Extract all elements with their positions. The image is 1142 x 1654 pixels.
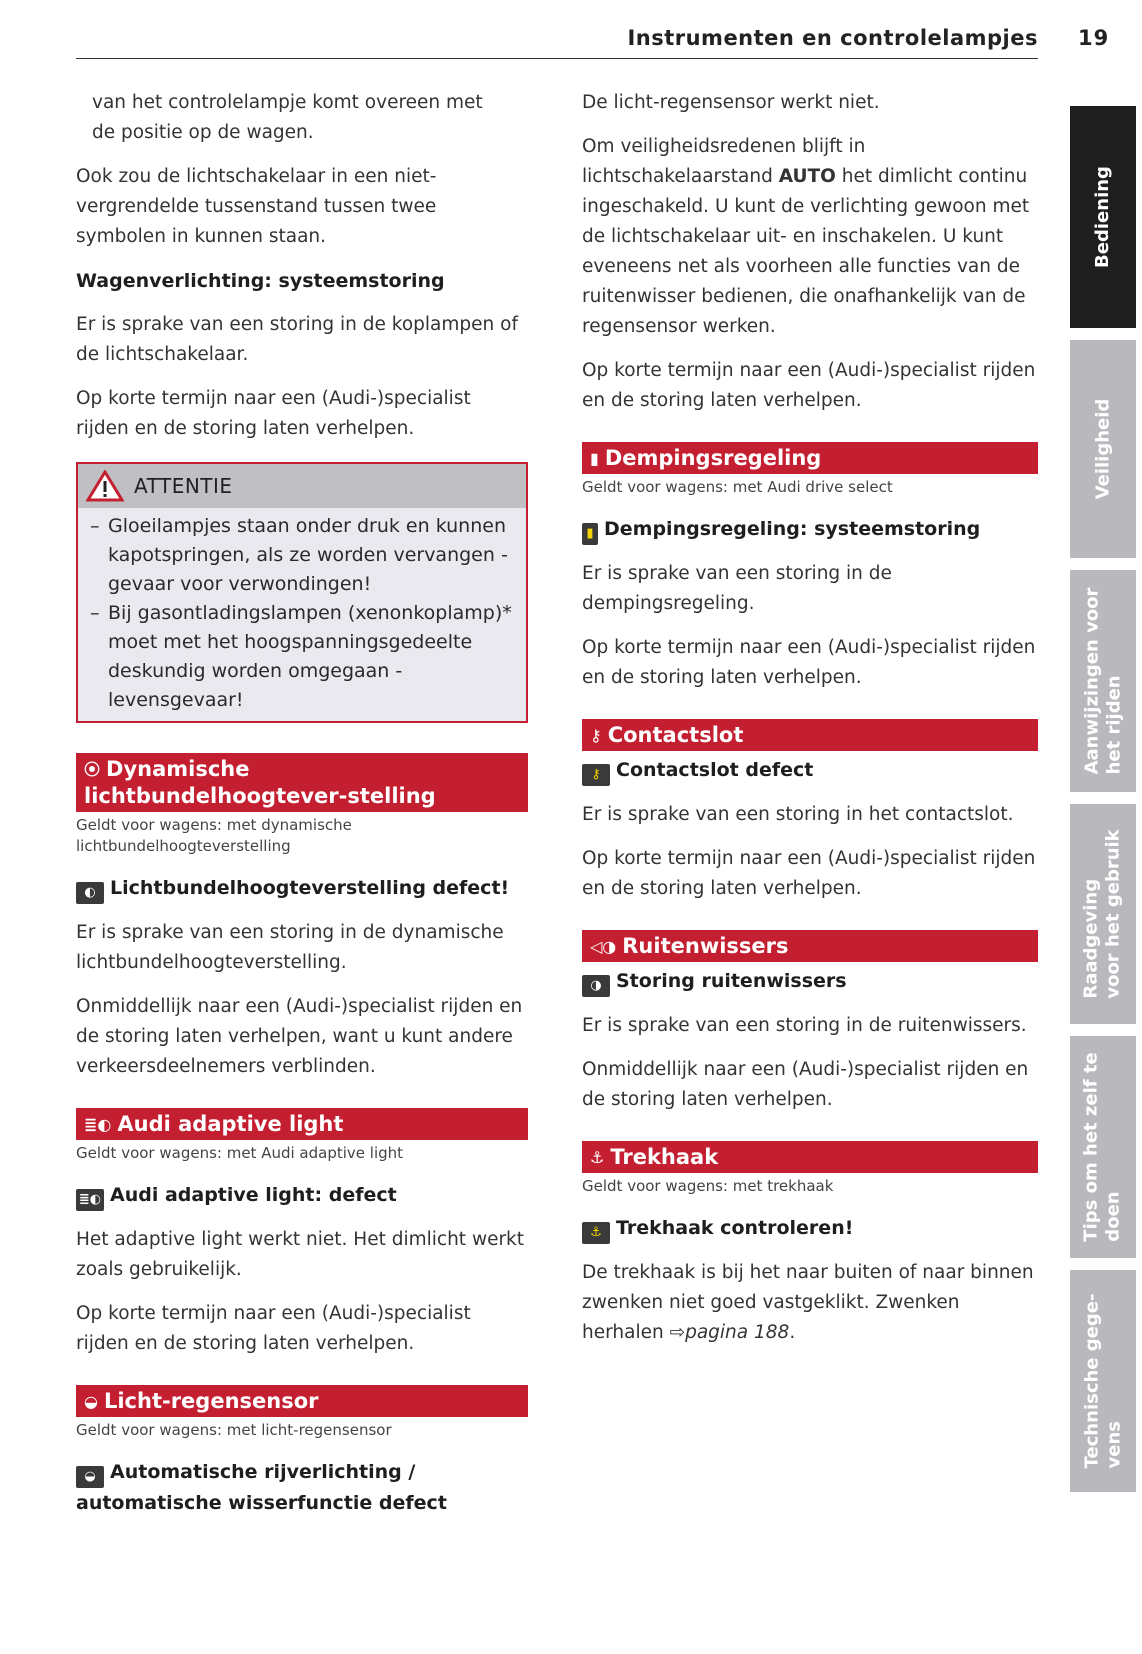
section-header-damping: ▮ Dempingsregeling: [582, 442, 1038, 474]
subheading-tow-check: ⚓ Trekhaak controleren!: [582, 1213, 1038, 1244]
section-header-light-rain-sensor: ◒ Licht-regensensor: [76, 1385, 528, 1417]
side-tab-label: Raadgeving voor het gebruik: [1081, 829, 1124, 999]
paragraph-auto: Om veiligheidsredenen blijft in lichtschakelaarstand AUTO het dimlicht continu ingeschakeld. U kunt de verlichting gewoon met de lichtschakelaar uit- en inschakelen. U kunt eveneens net als voorheen alle functies van de ruitenwisser bedienen, die onafhankelijk van de regensensor werken.: [582, 136, 1030, 337]
side-tab-label: Tips om het zelf te doen: [1081, 1052, 1124, 1242]
page-number: 19: [1078, 26, 1110, 50]
warning-triangle-icon: [86, 470, 124, 502]
paragraph: Op korte termijn naar een (Audi-)specialist rijden en de storing laten verhelpen.: [76, 388, 471, 439]
key-indicator-icon: ⚷: [582, 764, 610, 786]
tow-hitch-icon: ⚓: [590, 1148, 605, 1167]
paragraph: Ook zou de lichtschakelaar in een niet-vergrendelde tussenstand tussen twee symbolen in kunnen staan.: [76, 166, 437, 247]
paragraph: Op korte termijn naar een (Audi-)specialist rijden en de storing laten verhelpen.: [582, 360, 1036, 411]
warning-item: – Bij gasontladingslampen (xenonkoplamp)* moet met het hoogspanningsgedeelte deskundig worden omgegaan - levensgevaar!: [90, 599, 512, 715]
damping-icon: ▮: [590, 449, 599, 468]
side-tab-label: Veiligheid: [1092, 398, 1114, 500]
paragraph: de positie op de wagen.: [92, 122, 314, 143]
section-header-ignition-lock: ⚷ Contactslot: [582, 719, 1038, 751]
adaptive-light-icon: ≣◐: [84, 1115, 112, 1134]
headlight-leveling-icon: ⦿: [84, 760, 101, 779]
warning-title: ATTENTIE: [134, 474, 233, 498]
subheading-sensor-defect: ◒ Automatische rijverlichting / automatische wisserfunctie defect: [76, 1461, 447, 1514]
paragraph: van het controlelampje komt overeen met: [92, 92, 483, 113]
paragraph: Het adaptive light werkt niet. Het dimlicht werkt zoals gebruikelijk.: [76, 1229, 525, 1280]
side-tab-label: Bediening: [1092, 166, 1113, 268]
section-header-tow-hitch: ⚓ Trekhaak: [582, 1141, 1038, 1173]
section-header-adaptive-light: ≣◐ Audi adaptive light: [76, 1108, 528, 1140]
side-tab-veiligheid[interactable]: [1070, 340, 1136, 558]
paragraph: Er is sprake van een storing in de ruitenwissers.: [582, 1015, 1027, 1036]
page-reference-link[interactable]: pagina 188: [685, 1322, 790, 1343]
subheading-adaptive-defect: ≣◐ Audi adaptive light: defect: [76, 1180, 528, 1211]
wiper-icon: ◁◑: [590, 937, 617, 956]
applies-to: Geldt voor wagens: met trekhaak: [582, 1177, 834, 1195]
headlight-leveling-indicator-icon: ◐: [76, 882, 104, 904]
side-tab-technische-gegevens[interactable]: [1070, 1270, 1136, 1492]
side-tab-label: Aanwijzingen voor het rijden: [1081, 587, 1124, 775]
subheading-systeemstoring: Wagenverlichting: systeemstoring: [76, 270, 445, 292]
subheading-damping-fault: ▮ Dempingsregeling: systeemstoring: [582, 514, 1038, 545]
damping-indicator-icon: ▮: [582, 523, 598, 545]
paragraph: Onmiddellijk naar een (Audi-)specialist rijden en de storing laten verhelpen, want u kunt andere verkeersdeelnemers verblinden.: [76, 996, 523, 1077]
subheading-ignition-defect: ⚷ Contactslot defect: [582, 755, 1038, 786]
paragraph-tow: De trekhaak is bij het naar buiten of naar binnen zwenken niet goed vastgeklikt. Zwenken herhalen ⇨pagina 188.: [582, 1262, 1034, 1343]
subheading-wiper-fault: ◑ Storing ruitenwissers: [582, 966, 1038, 997]
side-tab-aanwijzingen[interactable]: [1070, 570, 1136, 792]
left-column: [76, 88, 528, 1532]
adaptive-light-indicator-icon: ≣◐: [76, 1189, 104, 1211]
side-tab-tips[interactable]: [1070, 1036, 1136, 1258]
paragraph: Er is sprake van een storing in de dempingsregeling.: [582, 563, 892, 614]
paragraph: Op korte termijn naar een (Audi-)specialist rijden en de storing laten verhelpen.: [76, 1303, 471, 1354]
side-tab-bediening[interactable]: [1070, 106, 1136, 328]
page-header: [76, 26, 1038, 59]
tow-hitch-indicator-icon: ⚓: [582, 1222, 610, 1244]
warning-item: – Gloeilampjes staan onder druk en kunnen kapotspringen, als ze worden vervangen - gevaar voor verwondingen!: [90, 512, 512, 599]
light-rain-sensor-indicator-icon: ◒: [76, 1466, 104, 1488]
subheading-dynamic-defect: ◐ Lichtbundelhoogteverstelling defect!: [76, 873, 528, 904]
arrow-right-icon: ⇨: [669, 1322, 686, 1343]
side-tab-raadgeving[interactable]: [1070, 804, 1136, 1024]
applies-to: Geldt voor wagens: met licht-regensensor: [76, 1421, 392, 1439]
warning-list: [78, 508, 526, 721]
wiper-indicator-icon: ◑: [582, 975, 610, 997]
warning-header: [78, 464, 526, 508]
applies-to: Geldt voor wagens: met Audi drive select: [582, 478, 893, 496]
warning-box: [76, 462, 528, 723]
applies-to: Geldt voor wagens: met dynamische lichtbundelhoogteverstelling: [76, 816, 352, 855]
key-icon: ⚷: [590, 726, 602, 745]
section-header-wipers: ◁◑ Ruitenwissers: [582, 930, 1038, 962]
applies-to: Geldt voor wagens: met Audi adaptive light: [76, 1144, 404, 1162]
paragraph: Op korte termijn naar een (Audi-)specialist rijden en de storing laten verhelpen.: [582, 637, 1036, 688]
side-tab-label: Technische gege- vens: [1081, 1293, 1124, 1469]
paragraph: Onmiddellijk naar een (Audi-)specialist rijden en de storing laten verhelpen.: [582, 1059, 1029, 1110]
light-rain-sensor-icon: ◒: [84, 1392, 98, 1411]
chapter-title: Instrumenten en controlelampjes: [627, 26, 1038, 50]
paragraph: Er is sprake van een storing in het contactslot.: [582, 804, 1014, 825]
paragraph: De licht-regensensor werkt niet.: [582, 92, 880, 113]
paragraph: Er is sprake van een storing in de dynamische lichtbundelhoogteverstelling.: [76, 922, 504, 973]
right-column: [582, 88, 1038, 1362]
paragraph: Er is sprake van een storing in de koplampen of de lichtschakelaar.: [76, 314, 518, 365]
section-header-dynamic-leveling: ⦿ Dynamische lichtbundelhoogtever-stelling: [76, 753, 528, 812]
paragraph: Op korte termijn naar een (Audi-)specialist rijden en de storing laten verhelpen.: [582, 848, 1036, 899]
